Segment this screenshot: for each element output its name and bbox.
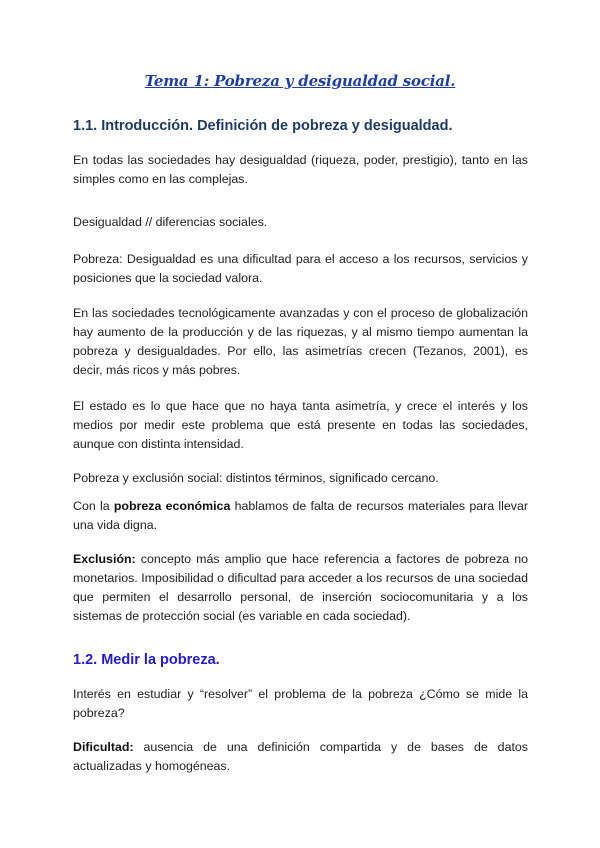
document-title: Tema 1: Pobreza y desigualdad social. bbox=[144, 72, 456, 90]
bold-term: Exclusión: bbox=[73, 552, 136, 566]
paragraph-pobreza-definicion: Pobreza: Desigualdad es una dificultad para el acceso a los recursos, servicios y posiciones que la sociedad valora. bbox=[73, 252, 528, 285]
paragraph-interes: Interés en estudiar y “resolver” el problema de la pobreza ¿Cómo se mide la pobreza? bbox=[73, 687, 528, 720]
paragraph-dificultad bbox=[73, 738, 528, 776]
paragraph-exclusion bbox=[73, 550, 528, 626]
paragraph-text: concepto más amplio que hace referencia a factores de pobreza no monetarios. Imposibilidad o dificultad para acceder a los recursos de una sociedad que permiten el desarrollo personal, de inserción sociocomunitaria y a los sistemas de protección social (es variable en cada sociedad). bbox=[73, 552, 528, 623]
paragraph-text: ausencia de una definición compartida y de bases de datos actualizadas y homogéneas. bbox=[73, 740, 528, 773]
section-heading-introduccion: 1.1. Introducción. Definición de pobreza y desigualdad. bbox=[73, 118, 453, 134]
paragraph-exclusion-terminos: Pobreza y exclusión social: distintos términos, significado cercano. bbox=[73, 471, 439, 485]
paragraph-desigualdad: En todas las sociedades hay desigualdad (riqueza, poder, prestigio), tanto en las simples como en las complejas. bbox=[73, 153, 528, 186]
paragraph-text: hablamos de falta de recursos materiales para llevar una vida digna. bbox=[73, 499, 529, 532]
bold-term: Dificultad: bbox=[73, 740, 134, 754]
section-heading-medir: 1.2. Medir la pobreza. bbox=[73, 652, 220, 668]
paragraph-estado: El estado es lo que hace que no haya tanta asimetría, y crece el interés y los medios por medir este problema que está presente en todas las sociedades, aunque con distinta intensidad. bbox=[73, 399, 528, 451]
paragraph-globalizacion: En las sociedades tecnológicamente avanzadas y con el proceso de globalización hay aumento de la producción y de las riquezas, y al mismo tiempo aumentan la pobreza y desigualdades. Por ello, las asimetrías crecen (Tezanos, 2001), es decir, más ricos y más pobres. bbox=[73, 306, 528, 377]
bold-term: pobreza económica bbox=[113, 499, 231, 513]
paragraph-pobreza-economica bbox=[73, 497, 528, 535]
paragraph-diferencias: Desigualdad // diferencias sociales. bbox=[73, 215, 268, 229]
paragraph-text: Con la bbox=[73, 499, 114, 513]
